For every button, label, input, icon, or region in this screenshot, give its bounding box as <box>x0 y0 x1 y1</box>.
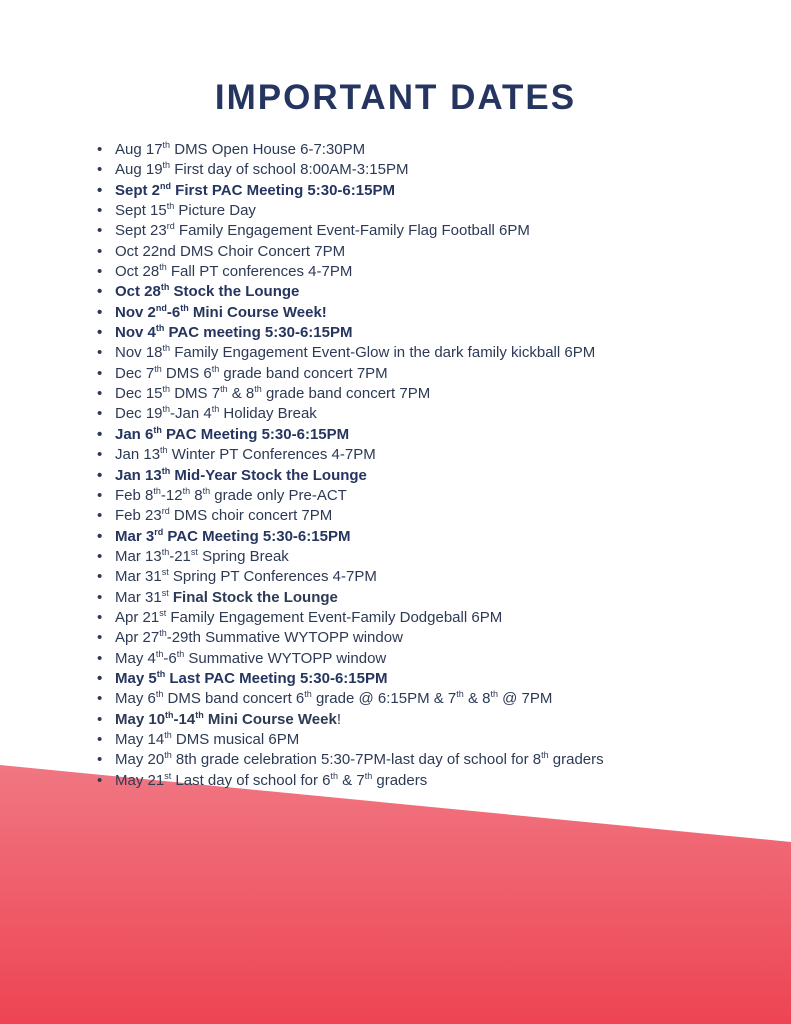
list-item: • Dec 15th DMS 7th & 8th grade band concert 7PM <box>97 384 777 404</box>
list-item: • May 21st Last day of school for 6th & 7th graders <box>97 771 777 791</box>
list-item: • Oct 28th Fall PT conferences 4-7PM <box>97 262 777 282</box>
list-item: • Dec 7th DMS 6th grade band concert 7PM <box>97 364 777 384</box>
list-item: • May 10th-14th Mini Course Week! <box>97 710 777 730</box>
list-item: • Aug 19th First day of school 8:00AM-3:15PM <box>97 160 777 180</box>
list-item: • May 4th-6th Summative WYTOPP window <box>97 649 777 669</box>
list-item: • Apr 27th-29th Summative WYTOPP window <box>97 628 777 648</box>
list-item: • Nov 2nd-6th Mini Course Week! <box>97 303 777 323</box>
page-title: IMPORTANT DATES <box>214 78 577 117</box>
list-item: • Feb 23rd DMS choir concert 7PM <box>97 506 777 526</box>
list-item: • Sept 2nd First PAC Meeting 5:30-6:15PM <box>97 181 777 201</box>
list-item: • Mar 31st Spring PT Conferences 4-7PM <box>97 567 777 587</box>
list-item: • Jan 6th PAC Meeting 5:30-6:15PM <box>97 425 777 445</box>
list-item: • Oct 22nd DMS Choir Concert 7PM <box>97 242 777 262</box>
list-item: • Sept 23rd Family Engagement Event-Family Flag Football 6PM <box>97 221 777 241</box>
list-item: • Dec 19th-Jan 4th Holiday Break <box>97 404 777 424</box>
list-item: • May 20th 8th grade celebration 5:30-7PM-last day of school for 8th graders <box>97 750 777 770</box>
list-item: • Apr 21st Family Engagement Event-Family Dodgeball 6PM <box>97 608 777 628</box>
list-item: • Aug 17th DMS Open House 6-7:30PM <box>97 140 777 160</box>
list-item: • Sept 15th Picture Day <box>97 201 777 221</box>
list-item: • May 5th Last PAC Meeting 5:30-6:15PM <box>97 669 777 689</box>
list-item: • Mar 13th-21st Spring Break <box>97 547 777 567</box>
list-item: • Oct 28th Stock the Lounge <box>97 282 777 302</box>
list-item: • Mar 31st Final Stock the Lounge <box>97 588 777 608</box>
important-dates-list <box>97 140 777 791</box>
list-item: • Jan 13th Winter PT Conferences 4-7PM <box>97 445 777 465</box>
list-item: • Nov 18th Family Engagement Event-Glow in the dark family kickball 6PM <box>97 343 777 363</box>
list-item: • May 14th DMS musical 6PM <box>97 730 777 750</box>
list-item: • Feb 8th-12th 8th grade only Pre-ACT <box>97 486 777 506</box>
list-item: • Jan 13th Mid-Year Stock the Lounge <box>97 466 777 486</box>
list-item: • Mar 3rd PAC Meeting 5:30-6:15PM <box>97 527 777 547</box>
list-item: • May 6th DMS band concert 6th grade @ 6:15PM & 7th & 8th @ 7PM <box>97 689 777 709</box>
list-item: • Nov 4th PAC meeting 5:30-6:15PM <box>97 323 777 343</box>
